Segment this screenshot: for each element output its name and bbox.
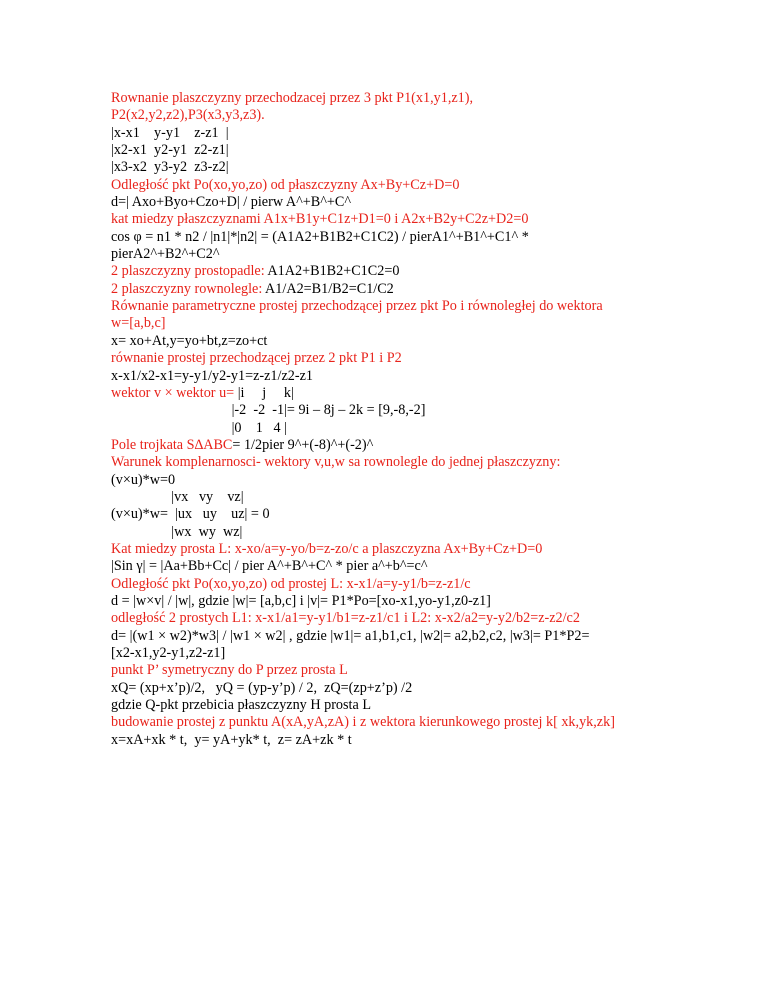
line-heading: P2(x2,y2,z2),P3(x3,y3,z3). [111,107,265,124]
line-heading: kat miedzy płaszczyznami A1x+B1y+C1z+D1=0 i A2x+B2y+C2z+D2=0 [111,211,529,228]
line-formula: d = |w×v| / |w|, gdzie |w|= [a,b,c] i |v|= P1*Po=[xo-x1,yo-y1,z0-z1] [111,592,491,609]
line-formula: pierA2^+B2^+C2^ [111,246,220,263]
line-formula: |vx vy vz| [111,488,244,505]
line-heading-text: 2 plaszczyzny rownolegle: [111,280,266,297]
line-formula: x-x1/x2-x1=y-y1/y2-y1=z-z1/z2-z1 [111,367,313,384]
line-heading: Odległość pkt Po(xo,yo,zo) od płaszczyzny Ax+By+Cz+D=0 [111,176,460,193]
line-formula: |x3-x2 y3-y2 z3-z2| [111,159,229,176]
line-heading: Równanie parametryczne prostej przechodzącej przez pkt Po i równoległej do wektora [111,298,603,315]
document-line [111,385,671,402]
line-formula: cos φ = n1 * n2 / |n1|*|n2| = (A1A2+B1B2+C1C2) / pierA1^+B1^+C1^ * [111,228,529,245]
line-formula: |wx wy wz| [111,523,243,540]
line-formula: gdzie Q-pkt przebicia płaszczyzny H prosta L [111,697,371,714]
line-heading-text: Pole trojkata S∆ABC [111,436,233,453]
line-heading: odległość 2 prostych L1: x-x1/a1=y-y1/b1=z-z1/c1 i L2: x-x2/a2=y-y2/b2=z-z2/c2 [111,610,580,627]
line-formula: |-2 -2 -1|= 9i – 8j – 2k = [9,-8,-2] [111,402,426,419]
line-heading: równanie prostej przechodzącej przez 2 pkt P1 i P2 [111,350,402,367]
line-heading: Warunek komplenarnosci- wektory v,u,w sa rownolegle do jednej płaszczyzny: [111,454,561,471]
line-heading-text: 2 plaszczyzny prostopadle: [111,263,268,280]
line-formula: [x2-x1,y2-y1,z2-z1] [111,645,226,661]
line-formula-text: A1A2+B1B2+C1C2=0 [267,263,400,280]
document-body [111,90,671,749]
line-formula: x= xo+At,y=yo+bt,z=zo+ct [111,332,268,349]
document-line [111,437,671,454]
line-formula: |0 1 4 | [111,419,287,436]
line-formula-text: A1/A2=B1/B2=C1/C2 [265,280,394,297]
line-heading: Odległość pkt Po(xo,yo,zo) od prostej L: x-x1/a=y-y1/b=z-z1/c [111,575,471,592]
line-formula: |x2-x1 y2-y1 z2-z1| [111,142,229,159]
line-formula: d=| Axo+Byo+Czo+D| / pierw A^+B^+C^ [111,194,351,211]
document-line [111,263,671,280]
document-line [111,281,671,298]
line-formula: d= |(w1 × w2)*w3| / |w1 × w2| , gdzie |w1|= a1,b1,c1, |w2|= a2,b2,c2, |w3|= P1*P2= [111,627,590,644]
line-formula: (v×u)*w= |ux uy uz| = 0 [111,506,270,523]
line-formula: (v×u)*w=0 [111,471,176,488]
line-heading: punkt P’ symetryczny do P przez prosta L [111,662,348,679]
line-heading-text: wektor v × wektor u= [111,384,238,401]
line-formula: |Sin γ| = |Aa+Bb+Cc| / pier A^+B^+C^ * pier a^+b^=c^ [111,558,428,575]
line-formula: x=xA+xk * t, y= yA+yk* t, z= zA+zk * t [111,731,352,748]
line-heading: Rownanie plaszczyzny przechodzacej przez 3 pkt P1(x1,y1,z1), [111,90,474,106]
line-formula: xQ= (xp+x’p)/2, yQ = (yp-y’p) / 2, zQ=(zp+z’p) /2 [111,679,413,696]
line-formula: |x-x1 y-y1 z-z1 | [111,124,229,141]
line-formula-text: = 1/2pier 9^+(-8)^+(-2)^ [232,436,374,453]
line-heading: w=[a,b,c] [111,315,166,332]
line-heading: Kat miedzy prosta L: x-xo/a=y-yo/b=z-zo/c a plaszczyzna Ax+By+Cz+D=0 [111,540,543,557]
line-heading: budowanie prostej z punktu A(xA,yA,zA) i z wektora kierunkowego prostej k[ xk,yk,zk] [111,714,615,731]
line-formula-text: |i j k| [237,384,294,401]
